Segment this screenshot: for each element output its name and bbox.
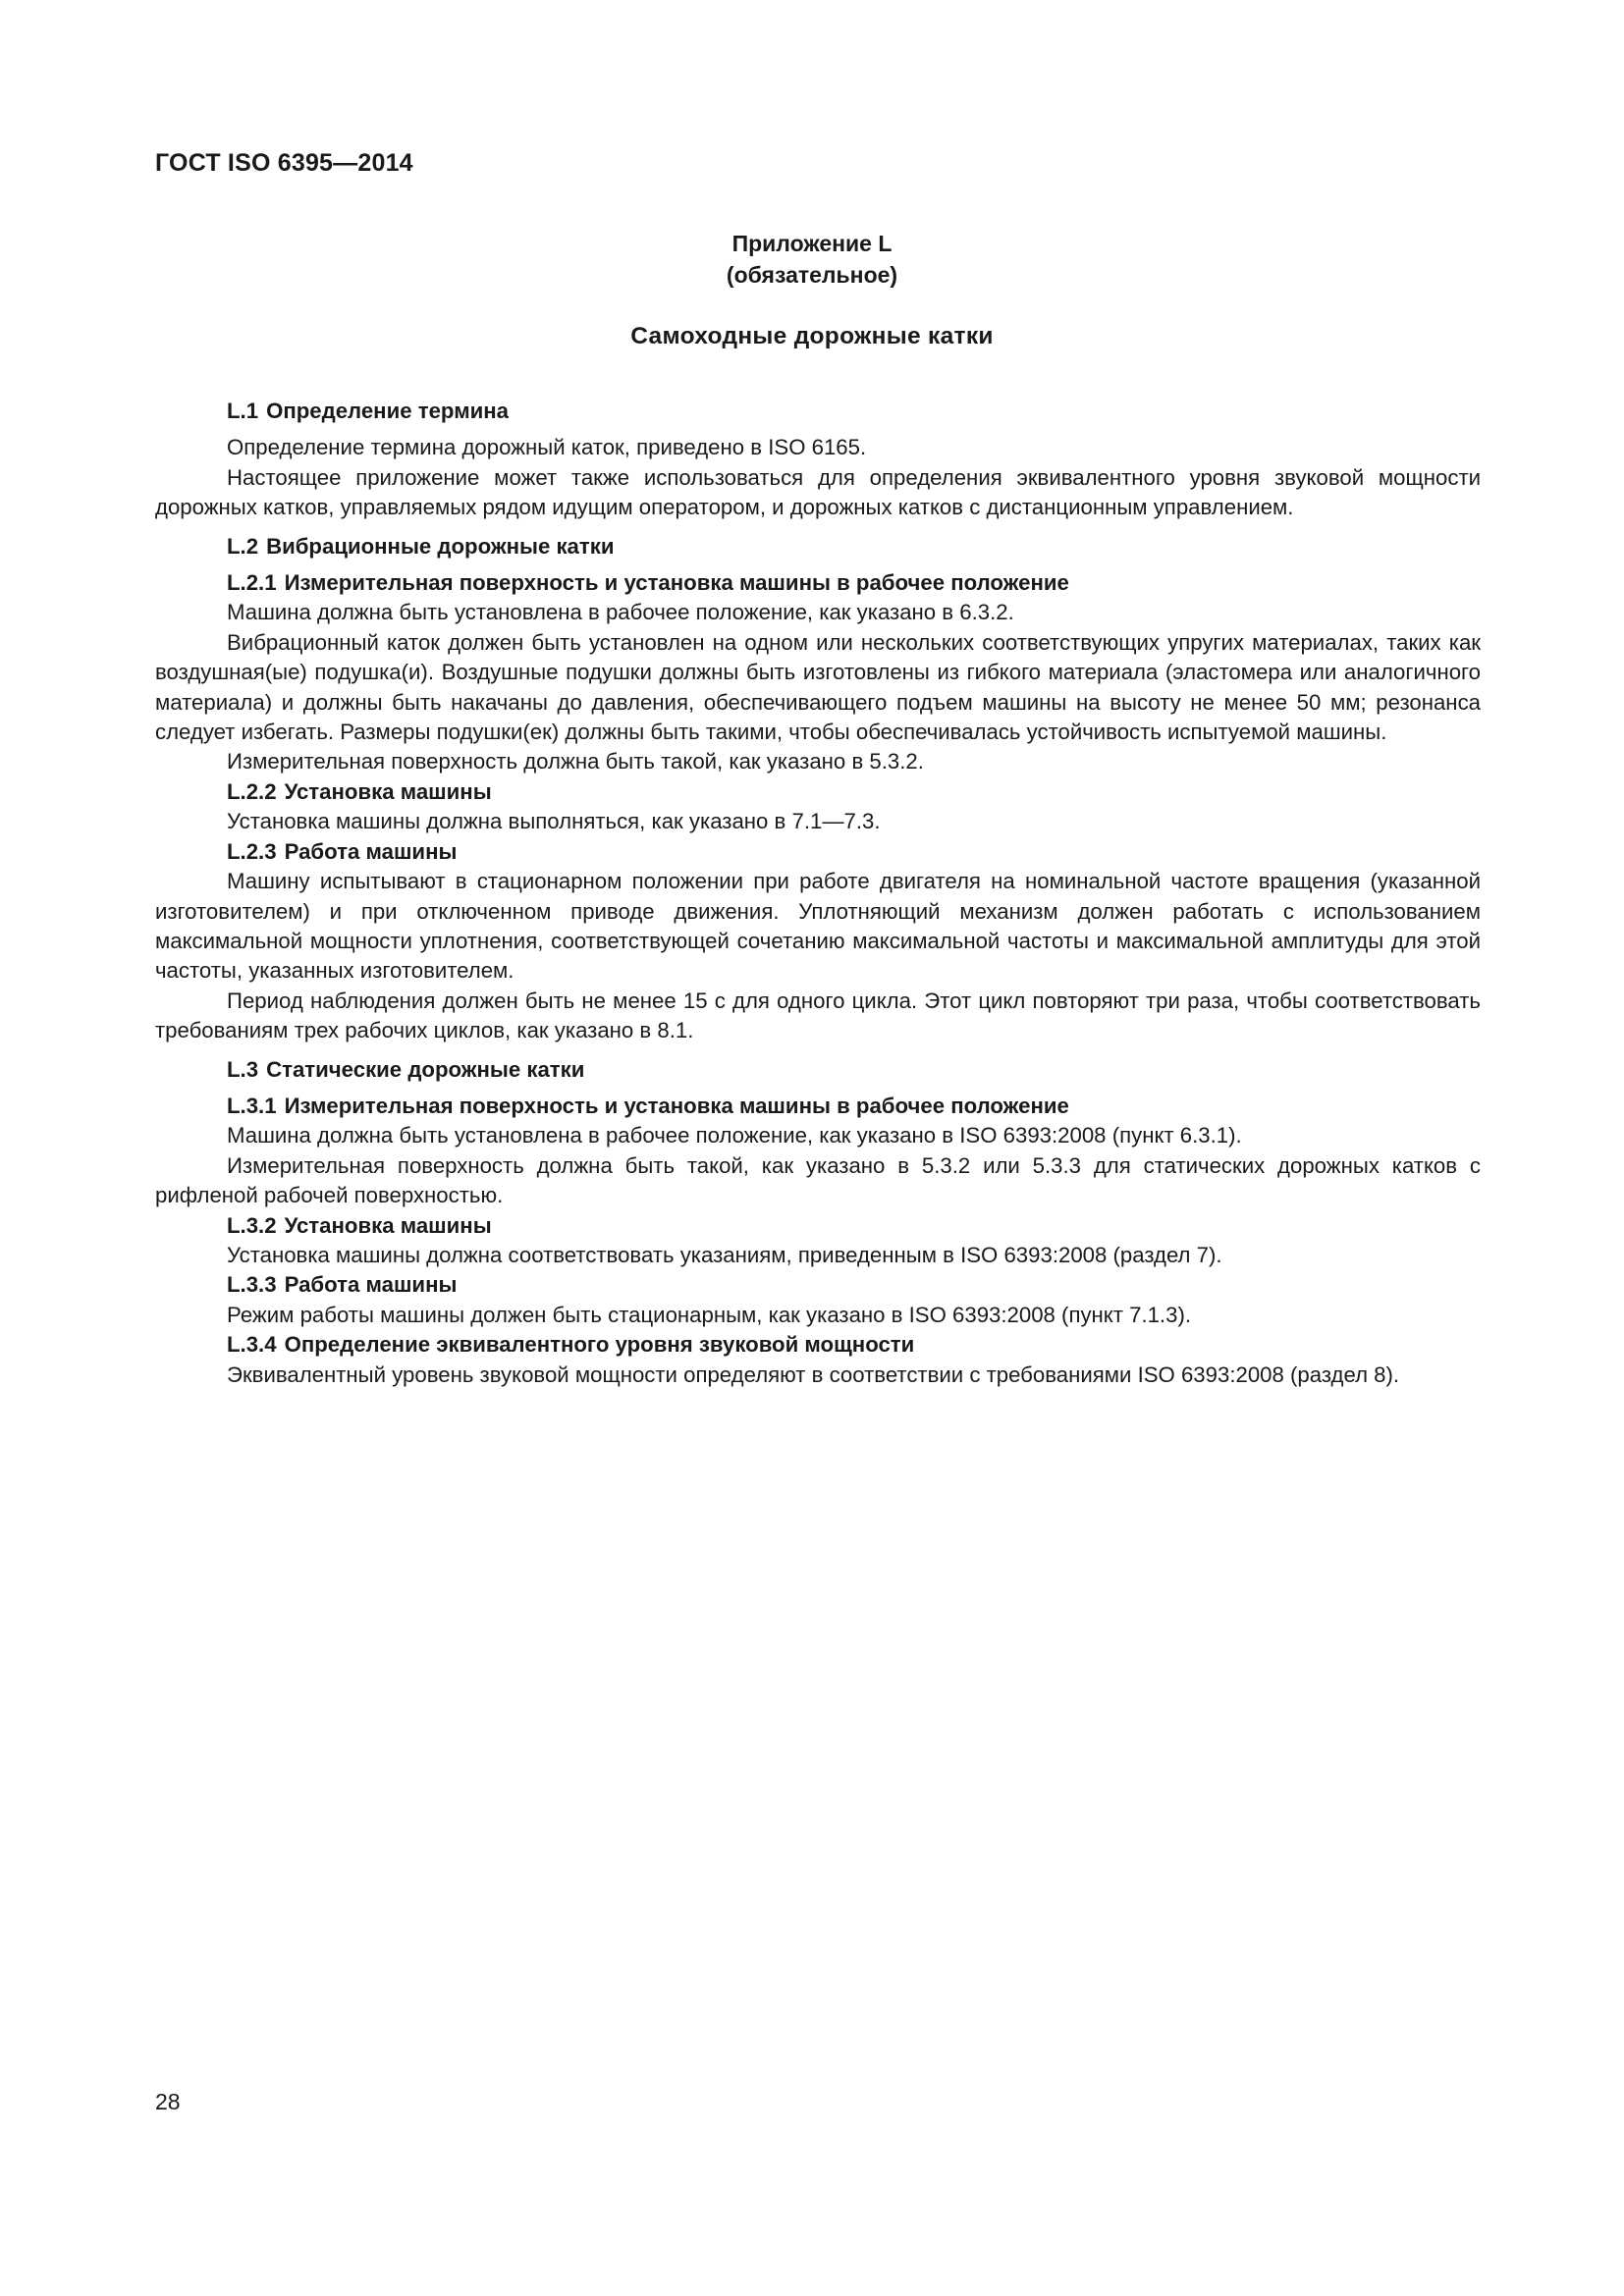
section-title: Вибрационные дорожные катки [266, 533, 615, 559]
section-title: Установка машины [284, 778, 492, 804]
section-title: Определение термина [266, 399, 509, 423]
annex-subject-heading: Самоходные дорожные катки [630, 323, 994, 349]
section-number: L.2 [227, 533, 259, 559]
paragraph: Установка машины должна выполняться, как указано в 7.1—7.3. [227, 809, 881, 834]
paragraph: Установка машины должна соответствовать указаниям, приведенным в ISO 6393:2008 (раздел 7). [227, 1242, 1222, 1267]
section-number: L.1 [227, 399, 259, 423]
document-id-header: ГОСТ ISO 6395—2014 [155, 149, 413, 177]
section-number: L.3.1 [227, 1093, 277, 1118]
paragraph: Настоящее приложение может также использоваться для определения эквивалентного уровня звуковой мощности дорожных катков, управляемых рядом идущим оператором, и дорожных катков с дистанционным управлением. [155, 464, 1481, 520]
section-number: L.2.1 [227, 570, 277, 596]
paragraph: Режим работы машины должен быть стационарным, как указано в ISO 6393:2008 (пункт 7.1.3). [227, 1302, 1191, 1327]
section-title: Измерительная поверхность и установка машины в рабочее положение [284, 570, 1069, 596]
paragraph: Измерительная поверхность должна быть такой, как указано в 5.3.2. [227, 749, 924, 774]
annex-status: (обязательное) [726, 262, 898, 288]
section-title: Статические дорожные катки [266, 1056, 585, 1082]
section-title: Работа машины [284, 838, 458, 864]
paragraph: Машина должна быть установлена в рабочее положение, как указано в ISO 6393:2008 (пункт 6.3.1). [227, 1123, 1242, 1148]
section-title: Определение эквивалентного уровня звуковой мощности [284, 1332, 915, 1358]
section-number: L.3.4 [227, 1332, 277, 1358]
section-title: Работа машины [284, 1272, 458, 1298]
section-number: L.2.3 [227, 838, 277, 864]
subsection-heading-l2-3 [155, 837, 1481, 867]
subsection-heading-l3-3 [155, 1270, 1481, 1300]
paragraph: Измерительная поверхность должна быть такой, как указано в 5.3.2 или 5.3.3 для статических дорожных катков с рифленой рабочей поверхностью. [155, 1152, 1481, 1208]
subsection-heading-l3-4 [155, 1330, 1481, 1360]
section-title: Установка машины [284, 1212, 492, 1238]
section-heading-l1 [155, 397, 1481, 426]
page-number: 28 [155, 2089, 181, 2114]
section-number: L.3 [227, 1056, 259, 1082]
section-number: L.2.2 [227, 778, 277, 804]
section-heading-l2 [155, 532, 1481, 561]
section-heading-l3 [155, 1055, 1481, 1085]
paragraph: Эквивалентный уровень звуковой мощности определяют в соответствии с требованиями ISO 6393:2008 (раздел 8). [227, 1362, 1400, 1387]
paragraph: Период наблюдения должен быть не менее 15 с для одного цикла. Этот цикл повторяют три раза, чтобы соответствовать требованиям трех рабочих циклов, как указано в 8.1. [155, 988, 1481, 1043]
subsection-heading-l3-2 [155, 1211, 1481, 1241]
subsection-heading-l2-1 [155, 568, 1481, 598]
section-number: L.3.3 [227, 1272, 277, 1298]
subsection-heading-l2-2 [155, 777, 1481, 807]
section-number: L.3.2 [227, 1212, 277, 1238]
document-body [155, 397, 1481, 1390]
paragraph: Машина должна быть установлена в рабочее положение, как указано в 6.3.2. [227, 600, 1014, 625]
annex-title: Приложение L [731, 231, 893, 256]
paragraph: Определение термина дорожный каток, приведено в ISO 6165. [227, 435, 867, 460]
paragraph: Машину испытывают в стационарном положении при работе двигателя на номинальной частоте вращения (указанной изготовителем) и при отключенном приводе движения. Уплотняющий механизм должен работать с использованием максимальной мощности уплотнения, соответствующей сочетанию максимальной частоты и максимальной амплитуды для этой частоты, указанных изготовителем. [155, 869, 1481, 984]
subsection-heading-l3-1 [155, 1092, 1481, 1121]
section-title: Измерительная поверхность и установка машины в рабочее положение [284, 1093, 1069, 1118]
paragraph: Вибрационный каток должен быть установлен на одном или нескольких соответствующих упругих материалах, таких как воздушная(ые) подушка(и). Воздушные подушки должны быть изготовлены из гибкого материала (эластомера или аналогичного материала) и должны быть накачаны до давления, обеспечивающего подъем машины на высоту не менее 50 мм; резонанса следует избегать. Размеры подушки(ек) должны быть такими, чтобы обеспечивалась устойчивость испытуемой машины. [155, 629, 1481, 745]
